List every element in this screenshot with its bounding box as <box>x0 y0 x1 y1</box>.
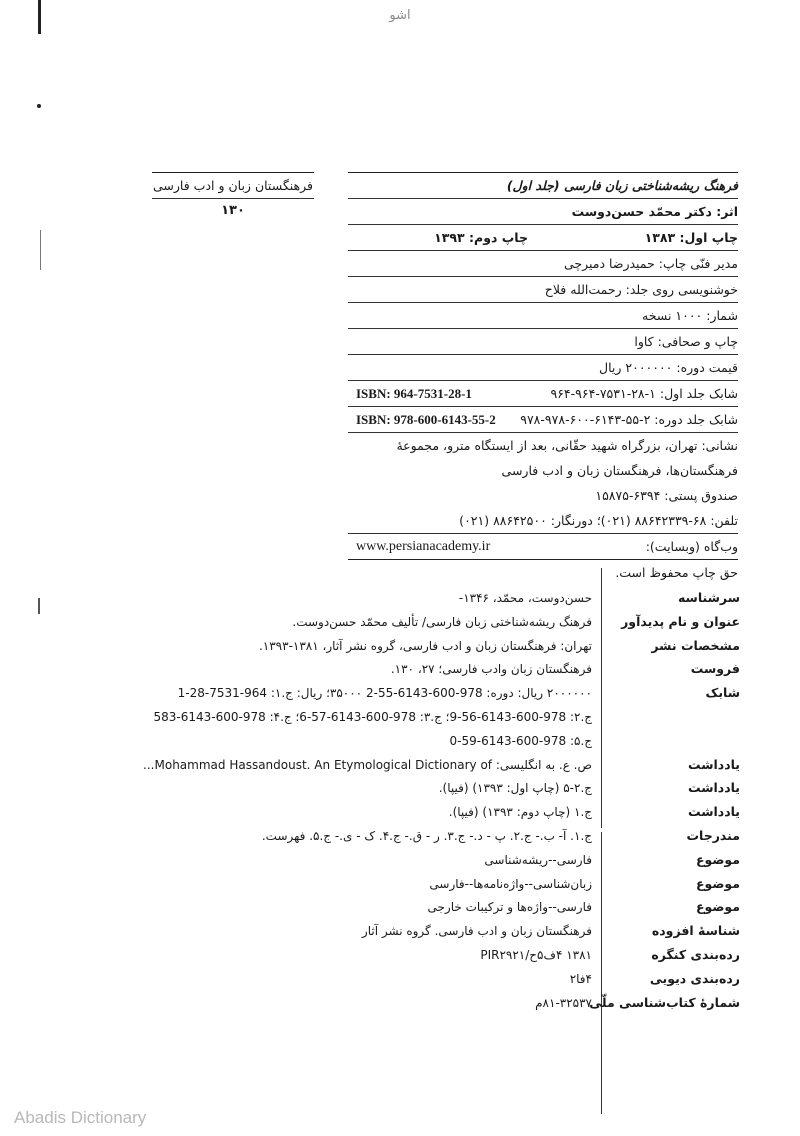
catalog-label: مندرجات <box>686 827 740 843</box>
catalog-row <box>168 919 740 943</box>
catalog-value: حسن‌دوست، محمّد، ۱۳۴۶- <box>458 591 592 605</box>
address-line-1: نشانی: تهران، بزرگراه شهید حقّانی، بعد از ایستگاه مترو، مجموعهٔ <box>396 438 738 453</box>
scan-mark-low <box>38 598 40 614</box>
scan-mark-dot <box>37 104 41 108</box>
series-title: فرهنگستان زبان و ادب فارسی <box>152 172 314 199</box>
catalog-value: ج.۱ (چاپ دوم: ۱۳۹۳) (فیپا). <box>448 805 592 820</box>
catalog-value: فرهنگستان زبان و ادب فارسی. گروه نشر آثار <box>361 924 592 939</box>
catalog-row <box>168 586 740 610</box>
catalog-label: رده‌بندی کنگره <box>651 946 740 962</box>
catalog-row <box>168 657 740 681</box>
po-box: صندوق پستی: ۶۳۹۴-۱۵۸۷۵ <box>595 488 738 503</box>
colophon <box>348 172 738 585</box>
catalog-value: ۲۰۰۰۰۰۰ ریال: دوره: 978-600-6143-55-2 ۳۵۰۰۰؛ ریال: ج.۱: 964-7531-28-1 <box>177 686 592 701</box>
author-line: اثر: دکتر محمّد حسن‌دوست <box>571 204 738 219</box>
catalog-label: یادداشت <box>687 756 740 772</box>
catalog-value: فرهنگ ریشه‌شناختی زبان فارسی/ تألیف محمّد حسن‌دوست. <box>292 614 592 629</box>
catalog-label: مشخصات نشر <box>651 637 740 653</box>
catalog-value: فارسی--واژه‌ها و ترکیبات خارجی <box>427 900 592 915</box>
catalog-row <box>168 729 740 753</box>
copyright: حق چاپ محفوظ است. <box>615 565 738 580</box>
series-number: ۱۳۰ <box>221 203 245 218</box>
catalog-value: فارسی--ریشه‌شناسی <box>484 852 592 867</box>
catalog-row <box>168 824 740 848</box>
catalog-row <box>153 705 740 729</box>
catalog-row <box>168 991 740 1015</box>
print-run: شمار: ۱۰۰۰ نسخه <box>642 308 738 323</box>
catalog-divider-top <box>601 568 602 588</box>
scan-mark-mid <box>40 230 41 270</box>
catalog-row <box>168 610 740 634</box>
catalog-label: موضوع <box>695 851 740 867</box>
catalog-value: ۱۳۸۱ ۴ف۵ح/PIR۲۹۲۱ <box>480 947 592 962</box>
catalog-value: زبان‌شناسی--واژه‌نامه‌ها--فارسی <box>429 876 592 891</box>
catalog-label: شناسهٔ افزوده <box>651 923 740 939</box>
catalog-value: ج.۲: 978-600-6143-56-9؛ ج.۳: 978-600-6143-57-6؛ ج.۴: 978-600-6143-583 <box>153 709 592 724</box>
catalog-value: ۸۱-۳۲۵۳۷م <box>535 995 592 1010</box>
website-label: وب‌گاه (وبسایت): <box>645 539 738 554</box>
catalog-value: ج.۵: 978-600-6143-59-0 <box>449 733 592 748</box>
first-print: چاپ اول: ۱۳۸۳ <box>644 230 738 245</box>
catalog-row <box>168 967 740 991</box>
catalog-row <box>168 681 740 705</box>
catalog-table <box>143 586 740 1014</box>
address-line-2: فرهنگستان‌ها، فرهنگستان زبان و ادب فارسی <box>501 463 738 478</box>
isbn-volume-en: ISBN: 964-7531-28-1 <box>356 386 472 401</box>
header-word: اشو <box>389 8 411 23</box>
series-block <box>152 172 314 218</box>
catalog-value: ج.۱. آ- ب.- ج.۲. پ - د.- ج.۳. ر - ق.- ج.۴. ک - ی.- ج.۵. فهرست. <box>261 828 592 843</box>
phone-fax: تلفن: ۶۸-۸۸۶۴۲۳۳۹ (۰۲۱)؛ دورنگار: ۸۸۶۴۲۵۰۰ (۰۲۱) <box>459 513 738 528</box>
catalog-label: سرشناسه <box>677 590 740 605</box>
catalog-value: ۴فا۲ <box>569 971 592 986</box>
catalog-row <box>168 848 740 872</box>
catalog-value: تهران: فرهنگستان زبان و ادب فارسی، گروه نشر آثار، ۱۳۸۱-۱۳۹۳. <box>258 638 592 653</box>
catalog-label: یادداشت <box>687 780 740 796</box>
catalog-row <box>168 776 740 800</box>
catalog-row <box>168 943 740 967</box>
catalog-value: ج.۲-۵ (چاپ اول: ۱۳۹۳) (فیپا). <box>438 781 592 796</box>
catalog-row <box>168 800 740 824</box>
watermark: Abadis Dictionary <box>14 1108 147 1127</box>
cover-calligraphy: خوشنویسی روی جلد: رحمت‌الله فلاح <box>544 282 738 297</box>
isbn-set-en: ISBN: 978-600-6143-55-2 <box>356 412 496 427</box>
catalog-label: رده‌بندی دیویی <box>649 970 740 986</box>
website-url[interactable]: www.persianacademy.ir <box>356 539 491 554</box>
book-title: فرهنگ ریشه‌شناختی زبان فارسی (جلد اول) <box>506 178 738 193</box>
catalog-label: فروست <box>690 661 740 677</box>
catalog-label: موضوع <box>695 899 740 915</box>
catalog-label: شابک <box>705 685 740 701</box>
scan-mark-top <box>38 0 41 34</box>
technical-manager: مدیر فنّی چاپ: حمیدرضا دمیرچی <box>563 256 738 271</box>
catalog-row <box>168 872 740 896</box>
isbn-set-fa: شابک جلد دوره: ۲-۵۵-۶۱۴۳-۶۰۰-۹۷۸-۹۷۸ <box>520 412 738 427</box>
catalog-value: فرهنگستان زبان وادب فارسی؛ ۲۷، ۱۳۰. <box>390 662 592 677</box>
isbn-volume-fa: شابک جلد اول: ۱-۲۸-۷۵۳۱-۹۶۴-۹۶۴ <box>550 386 738 401</box>
catalog-label: یادداشت <box>687 804 740 820</box>
catalog-label: عنوان و نام پدیدآور <box>621 613 740 629</box>
catalog-value: ص. ع. به انگلیسی: Mohammad Hassandoust. An Etymological Dictionary of... <box>143 757 592 772</box>
catalog-label: موضوع <box>695 875 740 891</box>
second-print: چاپ دوم: ۱۳۹۳ <box>434 230 528 245</box>
catalog-row <box>143 753 740 777</box>
catalog-row <box>168 634 740 658</box>
catalog-label: شمارهٔ کتاب‌شناسی ملّی <box>589 994 740 1010</box>
price: قیمت دوره: ۲۰۰۰۰۰۰ ریال <box>599 360 738 375</box>
catalog-row <box>168 895 740 919</box>
printing: چاپ و صحافی: کاوا <box>634 334 738 349</box>
